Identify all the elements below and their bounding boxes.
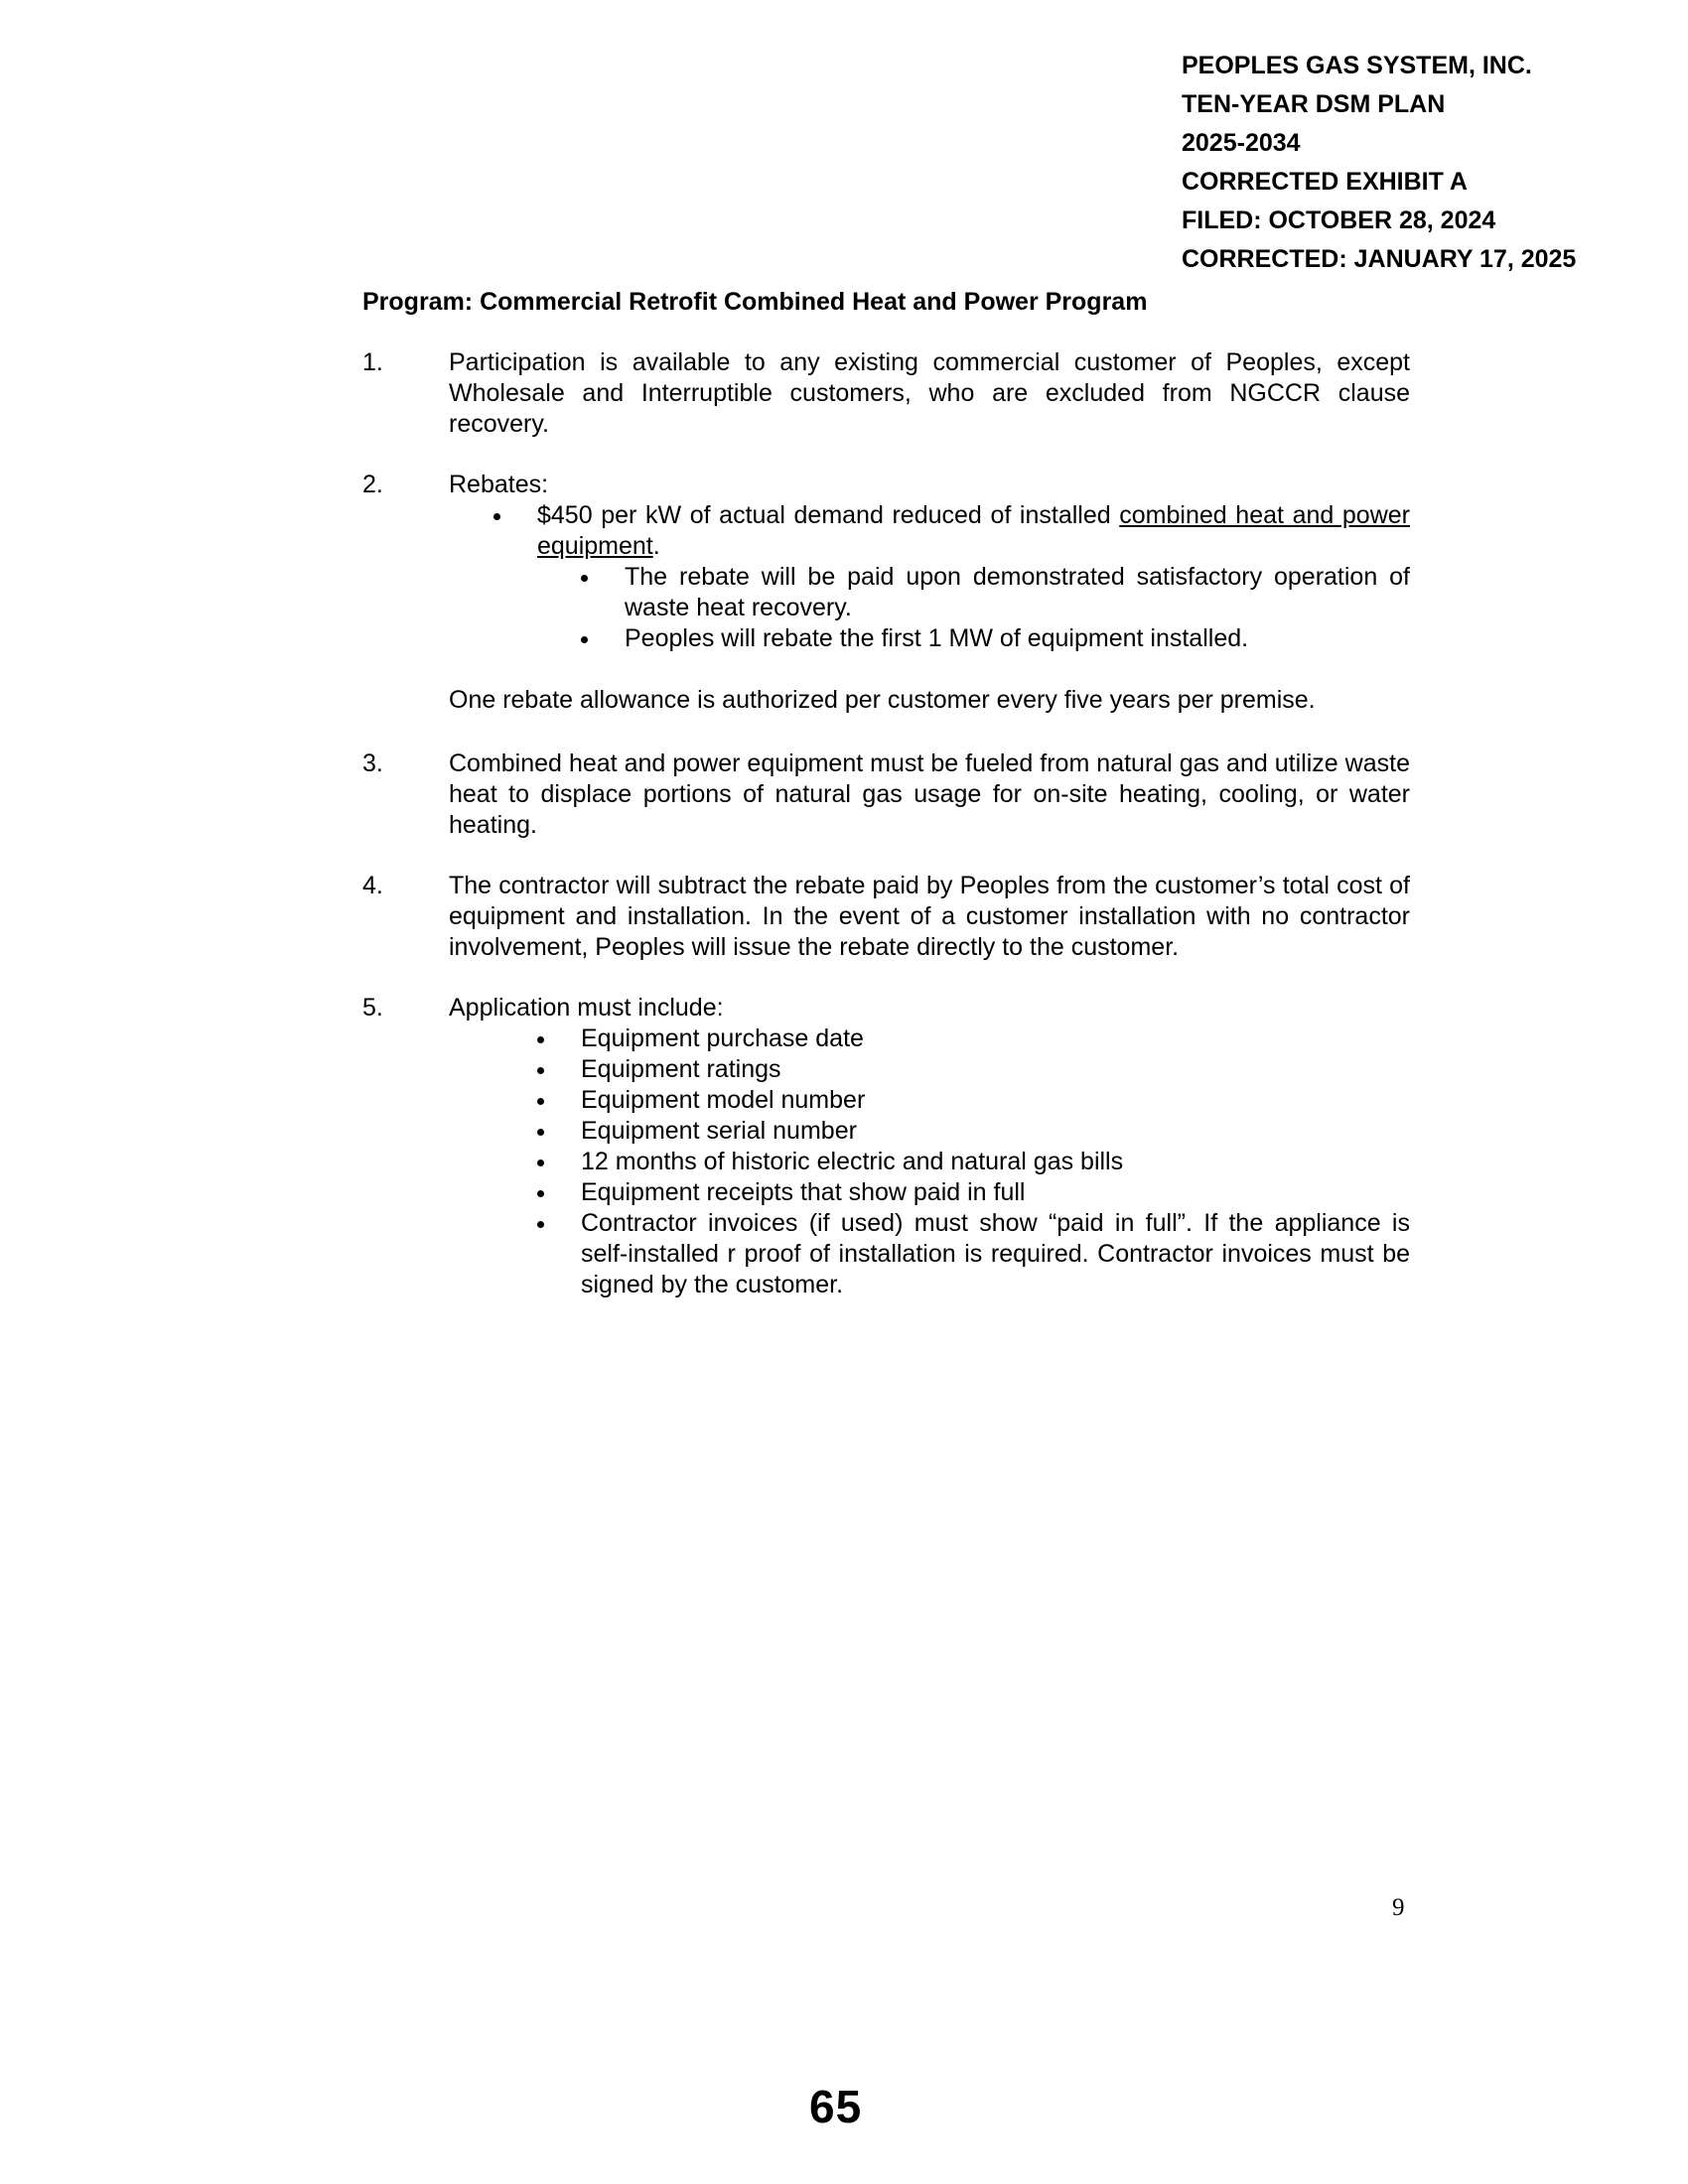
rebate-equipment-text: combined heat and power equipment — [537, 501, 1410, 560]
header-corrected: CORRECTED: JANUARY 17, 2025 — [1182, 245, 1577, 273]
rebate-text: $450 per kW of actual demand reduced of installed — [537, 501, 1120, 529]
bullet-icon — [537, 1129, 544, 1136]
bullet-icon — [537, 1160, 544, 1166]
application-requirement: Equipment model number — [581, 1086, 866, 1114]
item-number: 3. — [362, 750, 383, 777]
application-requirement: Contractor invoices (if used) must show “paid in full”. If the appliance is self-installed r proof of installation is required. Contractor invoices must be signed by the customer. — [581, 1209, 1410, 1298]
list-item — [581, 1024, 1410, 1054]
document-header — [1182, 47, 1576, 279]
bullet-icon — [581, 575, 588, 582]
item-label: Application must include: — [449, 994, 724, 1022]
header-plan: TEN-YEAR DSM PLAN — [1182, 90, 1446, 118]
item-label: Rebates: — [449, 471, 549, 498]
bullet-icon — [537, 1036, 544, 1043]
list-item-1 — [362, 347, 1410, 440]
exhibit-page-number: 65 — [809, 2081, 863, 2132]
bullet-icon — [581, 636, 588, 643]
rebate-note: One rebate allowance is authorized per customer every five years per premise. — [449, 686, 1316, 714]
program-title: Program: Commercial Retrofit Combined Heat and Power Program — [362, 288, 1148, 316]
item-number: 5. — [362, 994, 383, 1022]
list-item — [625, 623, 1410, 654]
bullet-icon — [537, 1221, 544, 1228]
sub-bullet-text: The rebate will be paid upon demonstrated satisfactory operation of waste heat recovery. — [625, 563, 1410, 621]
application-requirement: Equipment purchase date — [581, 1024, 864, 1052]
application-requirement: Equipment receipts that show paid in full — [581, 1178, 1026, 1206]
header-filed: FILED: OCTOBER 28, 2024 — [1182, 206, 1496, 234]
list-item — [581, 1116, 1410, 1147]
sub-bullet-text: Peoples will rebate the first 1 MW of equipment installed. — [625, 624, 1249, 652]
list-item-5 — [362, 993, 1410, 1300]
bullet-icon — [537, 1098, 544, 1105]
bullet-icon — [537, 1067, 544, 1074]
header-years: 2025-2034 — [1182, 129, 1301, 157]
list-item — [581, 1085, 1410, 1116]
item-number: 4. — [362, 872, 383, 899]
list-item — [625, 562, 1410, 623]
header-exhibit: CORRECTED EXHIBIT A — [1182, 168, 1468, 196]
application-list — [581, 1024, 1410, 1300]
list-item — [581, 1147, 1410, 1177]
header-company: PEOPLES GAS SYSTEM, INC. — [1182, 52, 1532, 79]
list-item — [581, 1208, 1410, 1300]
list-item-4 — [362, 871, 1410, 963]
application-requirement: 12 months of historic electric and natural gas bills — [581, 1148, 1124, 1175]
bullet-icon — [537, 1190, 544, 1197]
item-text: Participation is available to any existing commercial customer of Peoples, except Wholesale and Interruptible customers, who are excluded from NGCCR clause recovery. — [449, 348, 1410, 438]
rebate-list — [537, 500, 1410, 562]
list-item — [581, 1054, 1410, 1085]
item-text: Combined heat and power equipment must be fueled from natural gas and utilize waste heat to displace portions of natural gas usage for on-site heating, cooling, or water heating. — [449, 750, 1410, 839]
item-number: 2. — [362, 471, 383, 498]
item-number: 1. — [362, 348, 383, 376]
application-requirement: Equipment serial number — [581, 1117, 857, 1145]
list-item-3 — [362, 749, 1410, 841]
list-item — [581, 1177, 1410, 1208]
list-item — [537, 500, 1410, 562]
page-number: 9 — [1392, 1894, 1405, 1921]
application-requirement: Equipment ratings — [581, 1055, 781, 1083]
rebate-sublist — [625, 562, 1410, 654]
rebate-suffix: . — [652, 532, 660, 560]
list-item-2 — [362, 470, 1410, 716]
bullet-icon — [493, 513, 500, 520]
item-text: The contractor will subtract the rebate paid by Peoples from the customer’s total cost of equipment and installation. In the event of a customer installation with no contractor involvement, Peoples will issue the rebate directly to the customer. — [449, 872, 1410, 961]
